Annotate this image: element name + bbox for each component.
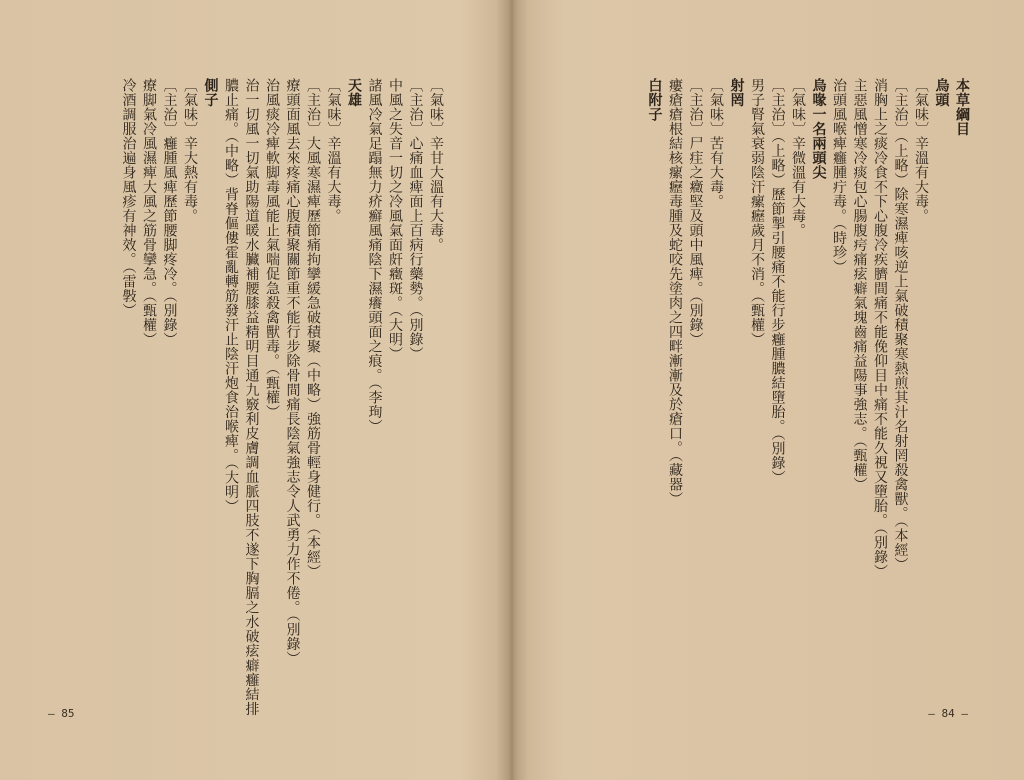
text-column: 瘻瘡瘡根結核瘰癧毒腫及蛇咬先塗肉之四畔漸漸及於瘡口。（藏器） — [667, 78, 683, 506]
text-column: 〔氣味〕苦有大毒。 — [708, 78, 724, 209]
text-column: 〔氣味〕辛溫有大毒。 — [913, 78, 929, 223]
text-column: 中風之失音一切之冷風氣面皯癥斑。（大明） — [387, 78, 403, 361]
section-heading: 射罔 — [728, 78, 745, 107]
text-column: 〔主治〕大風寒濕痺歷節痛拘攣緩急破積聚（中略）強筋骨輕身健行。（本經） — [305, 78, 321, 579]
text-column: 〔氣味〕辛溫有大毒。 — [325, 78, 342, 223]
text-column: 〔主治〕心痛血痺面上百病行藥勢。（別錄） — [407, 78, 424, 361]
text-column: 冷酒調服治遍身風疹有神效。（雷斅） — [120, 78, 137, 318]
text-column: 〔主治〕尸疰之癥堅及頭中風痺。（別錄） — [687, 78, 704, 347]
text-column: 膿止痛。（中略）背脊傴僂霍亂轉筋發汗止陰汗炮食治喉痺。（大明） — [223, 78, 239, 514]
page-number: — 85 — [48, 707, 75, 720]
text-column: 療頭面風去來疼痛心腹積聚關節重不能行步除骨間痛長陰氣強志令人武勇力作不倦。（別錄） — [284, 78, 301, 666]
text-column: 〔主治〕（上略）歷節掣引腰痛不能行步癰腫膿結墮胎。（別錄） — [769, 78, 786, 485]
text-column: 消胸上之痰冷食不下心腹冷疾臍間痛不能俛仰目中痛不能久視又墮胎。（別錄） — [872, 78, 888, 579]
text-column: 〔氣味〕辛大熱有毒。 — [182, 78, 198, 223]
section-heading: 烏喙一名兩頭尖 — [810, 78, 827, 180]
text-column: 諸風冷氣足蹋無力疥癬風痛陰下濕癢頭面之痕。（李珣） — [366, 78, 383, 434]
text-column: 〔氣味〕辛甘大溫有大毒。 — [428, 78, 444, 252]
text-column: 治頭風喉痺癰腫疔毒。（時珍） — [831, 78, 847, 274]
page-number: — 84 — — [928, 707, 968, 720]
running-header: 本草綱目 — [954, 78, 970, 136]
text-column: 療脚氣冷風濕痺大風之筋骨攣急。（甄權） — [141, 78, 157, 347]
section-heading: 側子 — [202, 78, 219, 107]
text-column: 治風痰冷痺軟脚毒風能止氣喘促急殺禽獸毒。（甄權） — [264, 78, 280, 419]
section-heading: 天雄 — [346, 78, 362, 107]
section-heading: 烏頭 — [933, 78, 950, 107]
text-column: 治一切風一切氣助陽道暖水臟補腰膝益精明目通九竅利皮膚調血脈四肢不遂下胸膈之水破痃癖癰結排 — [243, 78, 260, 716]
text-column: 主惡風憎寒冷痰包心腸腹疞痛痃癖氣塊齒痛益陽事強志。（甄權） — [851, 78, 868, 492]
section-heading: 白附子 — [646, 78, 663, 122]
left-page — [0, 0, 508, 780]
text-column: 男子腎氣衰弱陰汗瘰癧歲月不消。（甄權） — [749, 78, 765, 347]
left-page-text — [118, 78, 446, 716]
text-column: 〔主治〕（上略）除寒濕痺咳逆上氣破積聚寒熱煎其汁名射罔殺禽獸。（本經） — [892, 78, 909, 572]
text-column: 〔主治〕癰腫風痺歷節腰脚疼冷。（別錄） — [161, 78, 178, 347]
text-column: 〔氣味〕辛微溫有大毒。 — [790, 78, 806, 238]
right-page — [512, 0, 1024, 780]
right-page-text — [644, 78, 972, 698]
